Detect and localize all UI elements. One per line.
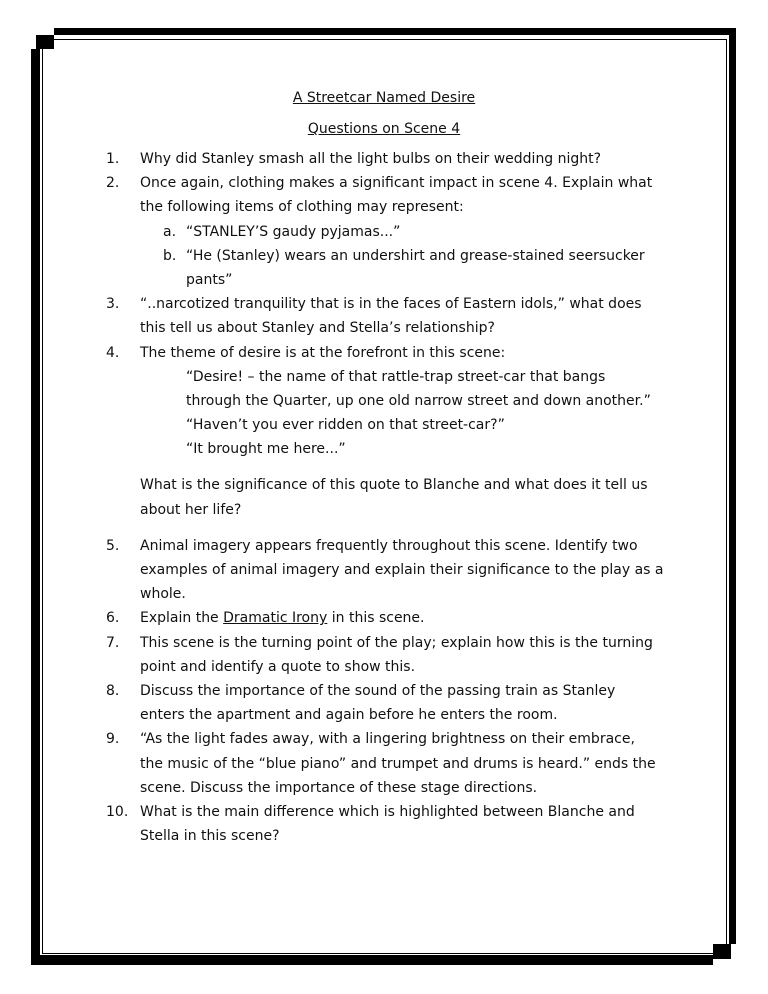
item-number: 5. (106, 537, 120, 554)
line-text: Animal imagery appears frequently throughout this scene. Identify two (140, 537, 638, 554)
line-text: the music of the “blue piano” and trumpet and drums is heard.” ends the (140, 755, 656, 772)
item-number: 1. (106, 151, 120, 167)
line-text (140, 606, 425, 630)
item-number: 8. (106, 682, 120, 699)
line-text: pants” (186, 271, 233, 288)
line-text: about her life? (140, 501, 242, 518)
item-number: a. (163, 223, 177, 240)
item-number: 3. (106, 296, 120, 313)
inner-line-bottom (42, 953, 726, 954)
text: Explain the (140, 610, 224, 627)
item-number: 6. (106, 610, 120, 627)
border-top (54, 28, 736, 35)
document-title: A Streetcar Named Desire (292, 90, 476, 106)
text: in this scene. (327, 610, 425, 627)
item-number: 2. (106, 175, 120, 192)
line-text: Discuss the importance of the sound of the passing train as Stanley (140, 682, 616, 699)
inner-line-left (42, 39, 43, 954)
line-text: Stella in this scene? (140, 828, 280, 845)
line-text: What is the significance of this quote to Blanche and what does it tell us (140, 477, 648, 494)
item-number: b. (163, 247, 177, 264)
line-text: What is the main difference which is highlighted between Blanche and (140, 803, 635, 820)
line-text: “He (Stanley) wears an undershirt and grease-stained seersucker (186, 247, 645, 264)
line-text: Why did Stanley smash all the light bulbs on their wedding night? (140, 151, 602, 167)
border-corner-tl (36, 35, 54, 49)
line-text: scene. Discuss the importance of these stage directions. (140, 779, 538, 796)
border-bottom (40, 955, 713, 965)
document-subtitle: Questions on Scene 4 (307, 121, 461, 137)
underlined-term: Dramatic Irony (223, 610, 328, 627)
line-text: whole. (140, 586, 186, 603)
border-right (729, 35, 736, 944)
line-text: enters the apartment and again before he enters the room. (140, 707, 558, 724)
line-text: point and identify a quote to show this. (140, 658, 416, 675)
line-text: “As the light fades away, with a lingering brightness on their embrace, (140, 731, 635, 748)
line-text: “It brought me here...” (186, 441, 346, 458)
item-number: 7. (106, 634, 120, 651)
line-text: examples of animal imagery and explain their significance to the play as a (140, 562, 664, 578)
border-left (31, 49, 40, 965)
line-text: the following items of clothing may represent: (140, 199, 464, 216)
item-number: 4. (106, 344, 120, 361)
line-text: “STANLEY’S gaudy pyjamas...” (186, 223, 401, 240)
inner-line-top (42, 39, 726, 40)
line-text: This scene is the turning point of the play; explain how this is the turning (140, 634, 653, 651)
inner-line-right (726, 39, 727, 954)
line-text: this tell us about Stanley and Stella’s relationship? (140, 320, 495, 337)
item-number: 9. (106, 731, 120, 748)
line-text: “..narcotized tranquility that is in the faces of Eastern idols,” what does (140, 296, 642, 313)
line-text: Once again, clothing makes a significant impact in scene 4. Explain what (140, 175, 653, 192)
line-text: “Desire! – the name of that rattle-trap street-car that bangs (186, 368, 606, 385)
line-text: “Haven’t you ever ridden on that street-car?” (186, 417, 505, 434)
item-number: 10. (106, 803, 129, 820)
line-text: The theme of desire is at the forefront in this scene: (140, 344, 506, 361)
border-corner-br (713, 944, 731, 959)
line-text: through the Quarter, up one old narrow street and down another.” (186, 392, 651, 409)
